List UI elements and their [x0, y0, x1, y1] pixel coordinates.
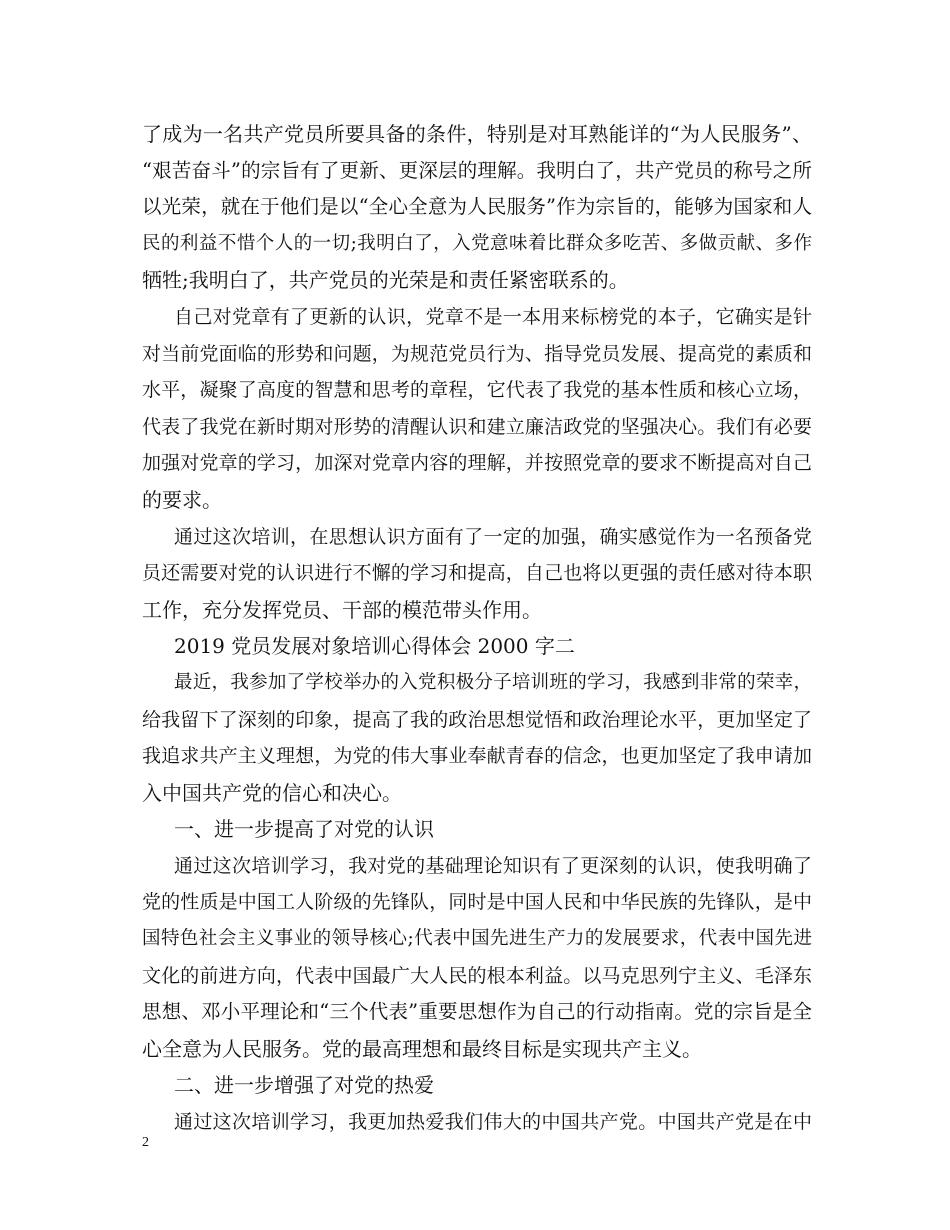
text-line: 通过这次培训，在思想认识方面有了一定的加强，确实感觉作为一名预备党 — [174, 525, 812, 548]
text-line: 二、进一步增强了对党的热爱 — [174, 1073, 434, 1098]
text-line: 通过这次培训学习，我更加热爱我们伟大的中国共产党。中国共产党是在中 — [174, 1111, 812, 1134]
text-line: 加强对党章的学习，加深对党章内容的理解，并按照党章的要求不断提高对自己 — [142, 452, 812, 475]
text-line: 给我留下了深刻的印象，提高了我的政治思想觉悟和政治理论水平，更加坚定了 — [142, 708, 812, 731]
text-line: 自己对党章有了更新的认识，党章不是一本用来标榜党的本子，它确实是针 — [174, 305, 812, 328]
text-line: “艰苦奋斗”的宗旨有了更新、更深层的理解。我明白了，共产党员的称号之所 — [142, 158, 812, 182]
text-line: 心全意为人民服务。党的最高理想和最终目标是实现共产主义。 — [142, 1036, 702, 1061]
text-line: 入中国共产党的信心和决心。 — [142, 780, 402, 805]
text-line: 以光荣，就在于他们是以“全心全意为人民服务”作为宗旨的，能够为国家和人 — [142, 195, 812, 219]
text-line: 牺牲;我明白了，共产党员的光荣是和责任紧密联系的。 — [142, 268, 629, 293]
text-line: 最近，我参加了学校举办的入党积极分子培训班的学习，我感到非常的荣幸， — [174, 671, 812, 693]
text-line: 我追求共产主义理想，为党的伟大事业奉献青春的信念，也更加坚定了我申请加 — [142, 745, 812, 768]
text-line: 国特色社会主义事业的领导核心;代表中国先进生产力的发展要求，代表中国先进 — [142, 928, 812, 950]
text-line: 水平，凝聚了高度的智慧和思考的章程，它代表了我党的基本性质和核心立场， — [142, 379, 812, 402]
text-line: 的要求。 — [142, 487, 222, 512]
text-line: 党的性质是中国工人阶级的先锋队，同时是中国人民和中华民族的先锋队，是中 — [142, 891, 812, 914]
page-number: 2 — [142, 1135, 149, 1150]
text-line: 2019 党员发展对象培训心得体会 2000 字二 — [174, 634, 575, 659]
text-line: 对当前党面临的形势和问题，为规范党员行为、指导党员发展、提高党的素质和 — [142, 342, 812, 365]
text-line: 员还需要对党的认识进行不懈的学习和提高，自己也将以更强的责任感对待本职 — [142, 562, 812, 585]
text-line: 了成为一名共产党员所要具备的条件，特别是对耳熟能详的“为人民服务”、 — [142, 122, 812, 146]
text-line: 代表了我党在新时期对形势的清醒认识和建立廉洁政党的坚强决心。我们有必要 — [142, 415, 812, 438]
body-text — [142, 116, 812, 1141]
text-line: 民的利益不惜个人的一切;我明白了，入党意味着比群众多吃苦、多做贡献、多作 — [142, 232, 812, 254]
text-line: 工作，充分发挥党员、干部的模范带头作用。 — [142, 597, 542, 622]
text-line: 一、进一步提高了对党的认识 — [174, 817, 434, 842]
text-line: 文化的前进方向，代表中国最广大人民的根本利益。以马克思列宁主义、毛泽东 — [142, 964, 812, 987]
text-line: 思想、邓小平理论和“三个代表”重要思想作为自己的行动指南。党的宗旨是全 — [142, 1000, 812, 1024]
text-line: 通过这次培训学习，我对党的基础理论知识有了更深刻的认识，使我明确了 — [174, 854, 812, 877]
